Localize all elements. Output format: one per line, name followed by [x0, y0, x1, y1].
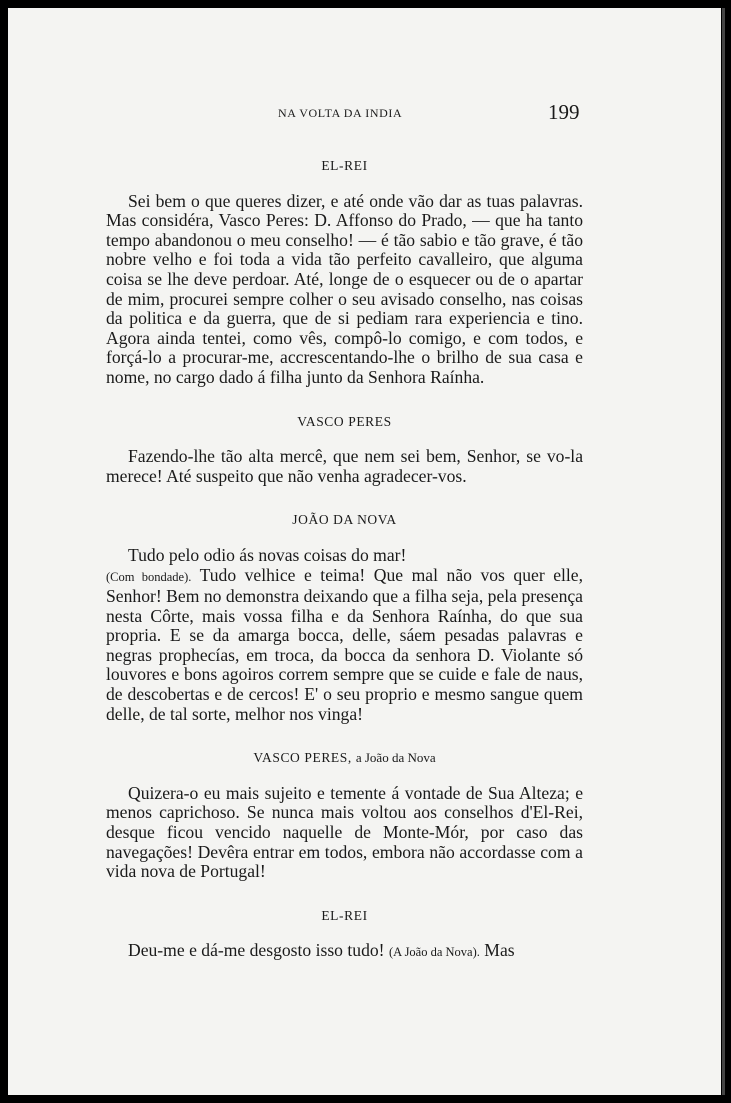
running-header: [8, 100, 721, 130]
book-page: [8, 8, 721, 1095]
stage-direction: (A João da Nova).: [388, 945, 480, 960]
page-edge: [722, 8, 725, 1095]
speech-line: Tudo pelo odio ás novas coisas do mar!: [128, 544, 407, 565]
speaker-heading: VASCO PERES, a João da Nova: [253, 750, 436, 766]
speech-paragraph: (Com bondade). Tudo velhice e teima! Que mal não vos quer elle, Senhor! Bem no demonstra deixando que a filha seja, pela presença nesta Côrte, mais vossa filha e da Senhora Raínha, do que sua propria. E se da amarga bocca, delle, sáem pesadas palavras e negras prophecías, em troca, da bocca da senhora D. Violante só louvores e bons agoiros correm sempre que se cuide e fale de naus, de descobertas e de cercos! E' o seu proprio e mesmo sangue quem delle, de tal sorte, melhor nos vinga!: [106, 564, 583, 724]
speech-paragraph: Deu-me e dá-me desgosto isso tudo! (A João da Nova). Mas: [128, 940, 515, 961]
speaker-note: a João da Nova: [355, 750, 436, 766]
speech-paragraph: Fazendo-lhe tão alta mercê, que nem sei bem, Senhor, se vo-la merece! Até suspeito que não venha agradecer-vos.: [106, 446, 583, 486]
speaker-heading: EL-REI: [321, 907, 368, 923]
page-number: 199: [548, 100, 580, 124]
speaker-heading: EL-REI: [321, 158, 368, 173]
speech-paragraph: Sei bem o que queres dizer, e até onde vão dar as tuas palavras. Mas considéra, Vasco Peres: D. Affonso do Prado, — que ha tanto tempo abandonou o meu conselho! — é tão sabio e tão grave, é tão nobre velho e foi toda a vida tão perfeito cavalleiro, que alguma coisa se lhe deve perdoar. Até, longe de o esquecer ou de o apartar de mim, procurei sempre colher o seu avisado conselho, nas coisas da politica e da guerra, que de si pediam rara experiencia e tino. Agora ainda tentei, como vês, compô-lo comigo, e com todos, e forçá-lo a procurar-me, accrescentando-lhe o brilho de sua casa e nome, no cargo dado á filha junto da Senhora Raínha.: [106, 190, 583, 387]
speech-paragraph: Quizera-o eu mais sujeito e temente á vontade de Sua Alteza; e menos caprichoso. Se nunca mais voltou aos conselhos d'El-Rei, desque ficou vencido naquelle de Monte-Mór, por caso das navegações! Devêra entrar em todos, embora não accordasse com a vida nova de Portugal!: [106, 782, 583, 882]
play-text: [106, 156, 583, 963]
running-title: NA VOLTA DA INDIA: [278, 106, 403, 120]
speaker-heading: JOÃO DA NOVA: [292, 512, 397, 528]
speaker-heading: VASCO PERES: [297, 413, 392, 429]
stage-direction: (Com bondade).: [106, 569, 192, 584]
